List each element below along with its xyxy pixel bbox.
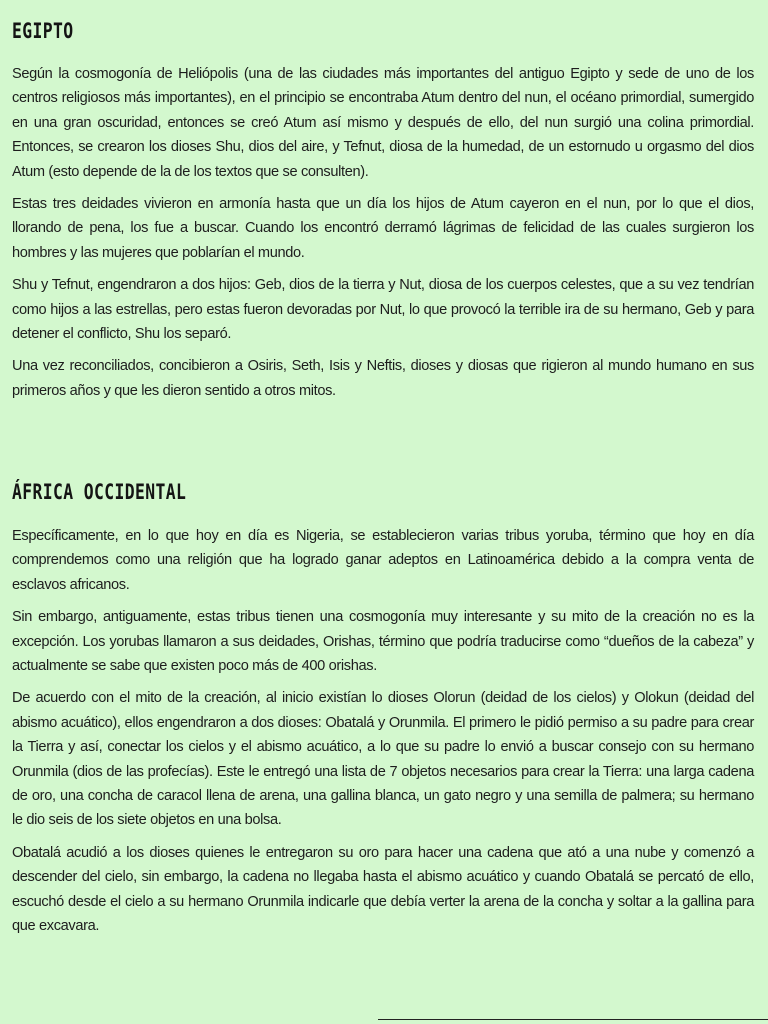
paragraph: Estas tres deidades vivieron en armonía hasta que un día los hijos de Atum cayeron en el nun, por lo que el dios, llorando de pena, los fue a buscar. Cuando los encontró derramó lágrimas de felicidad de las cuales surgieron los hombres y las mujeres que poblarían el mundo. (12, 196, 754, 261)
footer-divider (378, 1019, 768, 1020)
paragraph: Específicamente, en lo que hoy en día es Nigeria, se establecieron varias tribus yoruba, término que hoy en día comprendemos como una religión que ha logrado ganar adeptos en Latinoamérica debido a la compra venta de esclavos africanos. (12, 528, 754, 593)
paragraph: Sin embargo, antiguamente, estas tribus tienen una cosmogonía muy interesante y su mito de la creación no es la excepción. Los yorubas llamaron a sus deidades, Orishas, término que podría traducirse como “dueños de la cabeza” y actualmente se sabe que existen poco más de 400 orishas. (12, 609, 754, 675)
section-body-egipto (12, 62, 754, 411)
section-heading-egipto: EGIPTO (12, 19, 74, 43)
paragraph: Según la cosmogonía de Heliópolis (una de las ciudades más importantes del antiguo Egipto y sede de uno de los centros religiosos más importantes), en el principio se encontraba Atum dentro del nun, el océano primordial, sumergido en una gran oscuridad, entonces se creó Atum así mismo y después de ello, del nun surgió una colina primordial. Entonces, se crearon los dioses Shu, dios del aire, y Tefnut, diosa de la humedad, de un estornudo u orgasmo del dios Atum (esto depende de la de los textos que se consulten). (12, 66, 754, 180)
paragraph: Una vez reconciliados, concibieron a Osiris, Seth, Isis y Neftis, dioses y diosas que rigieron al mundo humano en sus primeros años y que les dieron sentido a otros mitos. (12, 358, 754, 399)
section-body-africa-occidental (12, 524, 754, 947)
paragraph: Shu y Tefnut, engendraron a dos hijos: Geb, dios de la tierra y Nut, diosa de los cuerpos celestes, que a su vez tendrían como hijos a las estrellas, pero estas fueron devoradas por Nut, lo que provocó la terrible ira de su hermano, Geb y para detener el conflicto, Shu los separó. (12, 277, 754, 343)
section-heading-africa-occidental: ÁFRICA OCCIDENTAL (12, 480, 187, 504)
paragraph: Obatalá acudió a los dioses quienes le entregaron su oro para hacer una cadena que ató a una nube y comenzó a descender del cielo, sin embargo, la cadena no llegaba hasta el abismo acuático y cuando Obatalá se percató de ello, escuchó desde el cielo a su hermano Orunmila indicarle que debía verter la arena de la concha y soltar a la gallina para que excavara. (12, 844, 754, 935)
paragraph: De acuerdo con el mito de la creación, al inicio existían lo dioses Olorun (deidad de los cielos) y Olokun (deidad del abismo acuático), ellos engendraron a dos dioses: Obatalá y Orunmila. El primero le pidió permiso a su padre para crear la Tierra y así, conectar los cielos y el abismo acuático, a lo que su padre lo envió a buscar consejo con su hermano Orunmila (dios de las profecías). Este le entregó una lista de 7 objetos necesarios para crear la Tierra: una larga cadena de oro, una concha de caracol llena de arena, una gallina blanca, un gato negro y una semilla de palmera; su hermano le dio seis de los siete objetos en una bolsa. (12, 690, 754, 829)
